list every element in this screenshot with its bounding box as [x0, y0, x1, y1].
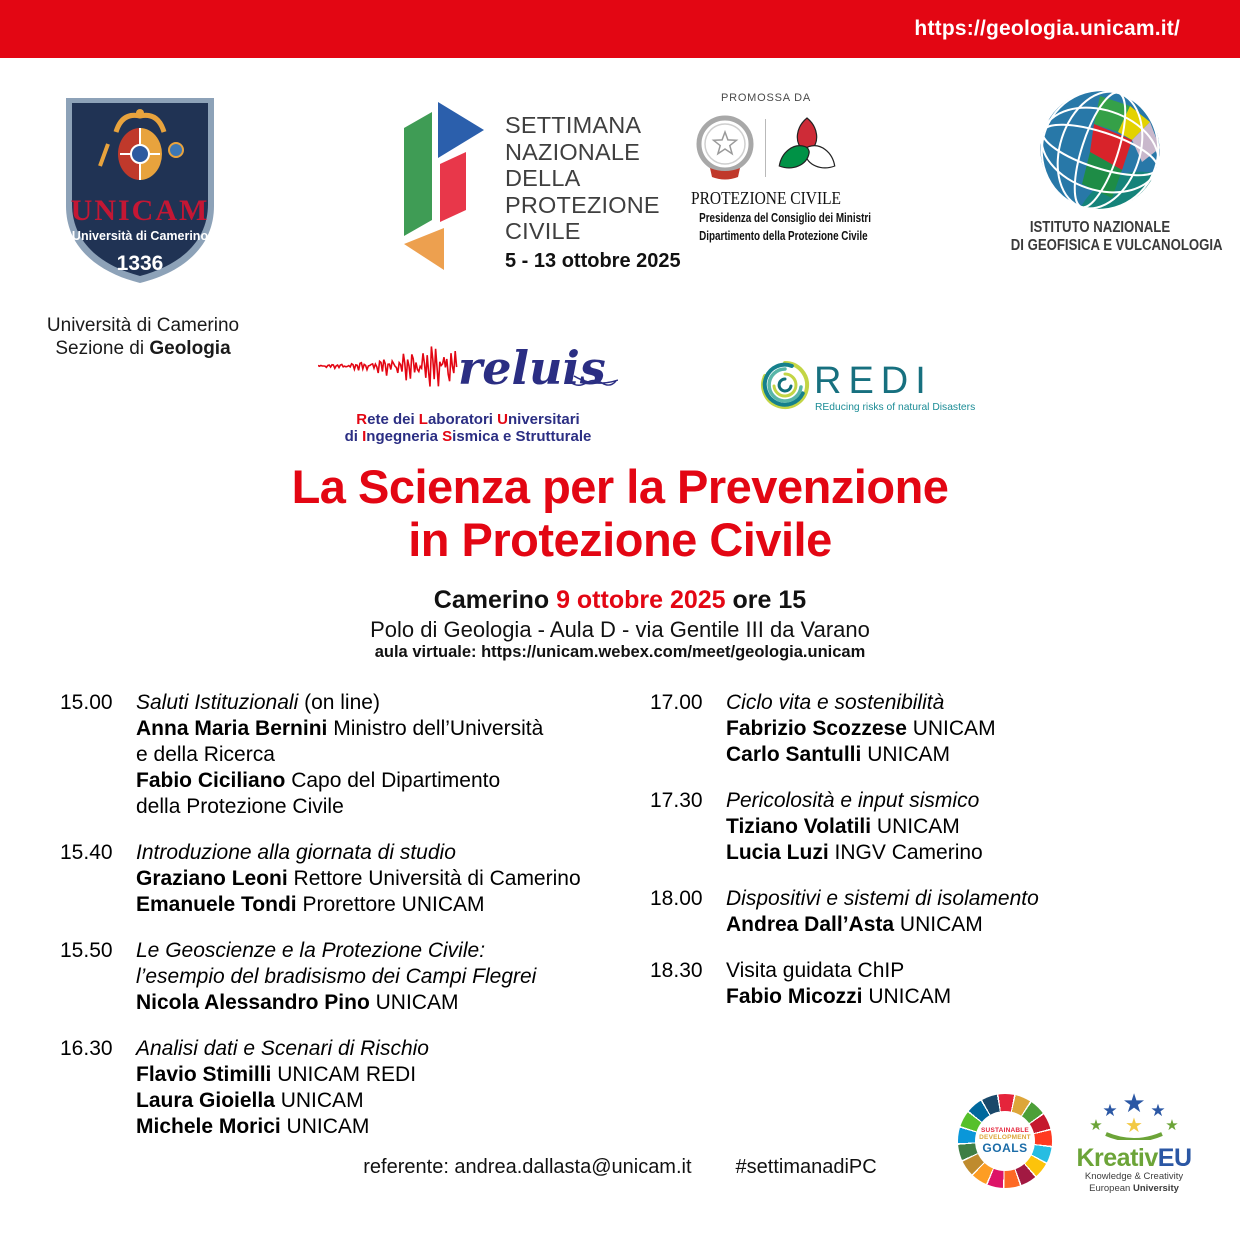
footer — [0, 1156, 1240, 1179]
text-segment: l’esempio del bradisismo dei Campi Flegrei — [136, 965, 537, 988]
event-dateline — [0, 586, 1240, 615]
text-segment: S — [442, 428, 453, 445]
text-segment: Laura Gioiella — [136, 1089, 275, 1112]
text-segment: e della Ricerca — [136, 743, 275, 766]
text-segment: Capo del Dipartimento — [285, 769, 501, 792]
text-segment: UNICAM — [274, 1089, 364, 1112]
program-time: 15.50 — [60, 939, 113, 962]
presidenza-line: Presidenza del Consiglio dei Ministri — [699, 210, 871, 225]
program-entry-body — [726, 788, 1210, 866]
program-line — [136, 892, 650, 918]
event-title — [0, 460, 1240, 566]
text-segment: (on line) — [298, 691, 380, 714]
program-line — [136, 866, 650, 892]
program-entry-body — [726, 958, 1210, 1010]
text-segment: UNICAM — [861, 743, 951, 766]
text-segment: ismica e Strutturale — [452, 428, 592, 445]
unicam-logo — [62, 94, 218, 286]
text-segment: R — [356, 411, 368, 428]
program-line — [726, 886, 1210, 912]
protezione-civile-title: PROTEZIONE CIVILE — [690, 188, 842, 208]
program-entry-body — [136, 938, 650, 1016]
program-line — [726, 690, 1210, 716]
program-entry-body — [726, 690, 1210, 768]
ingv-logo — [995, 88, 1223, 255]
sdg-center-text: SUSTAINABLE DEVELOPMENT GOALS — [975, 1111, 1035, 1171]
text-segment: Anna Maria Bernini — [136, 717, 328, 740]
settimana-nazionale-icon — [400, 98, 500, 273]
unicam-acronym: UNICAM — [70, 194, 210, 227]
text-segment: UNICAM REDI — [271, 1063, 417, 1086]
event-city: Camerino — [433, 586, 557, 614]
text-segment: Dispositivi e sistemi di isolamento — [726, 887, 1039, 910]
event-hour: ore 15 — [725, 586, 807, 614]
program-entry-body — [726, 886, 1210, 938]
divider — [765, 119, 766, 177]
text-segment: Fabrizio Scozzese — [726, 717, 907, 740]
text-segment: UNICAM — [894, 913, 983, 936]
reluis-subtitle-line2 — [318, 428, 618, 445]
event-date: 9 ottobre 2025 — [556, 586, 726, 614]
program-entry — [60, 938, 650, 1016]
protezione-civile-logo — [678, 92, 871, 244]
text-segment: L — [418, 411, 428, 428]
program-time: 16.30 — [60, 1037, 113, 1060]
program-line — [136, 938, 650, 964]
text-segment: Prorettore UNICAM — [296, 893, 485, 916]
text-segment: Saluti Istituzionali — [136, 691, 299, 714]
title-line2: in Protezione Civile — [408, 513, 832, 566]
text-segment: INGV Camerino — [828, 841, 983, 864]
svg-text:★: ★ — [1165, 1116, 1179, 1134]
dipartimento-line: Dipartimento della Protezione Civile — [699, 227, 868, 243]
text-segment: Nicola Alessandro Pino — [136, 991, 370, 1014]
ingv-name-line1: ISTITUTO NAZIONALE — [1029, 219, 1171, 236]
program-entry-body — [136, 690, 650, 820]
redi-wordmark: REDI — [814, 360, 933, 402]
text-segment: UNICAM — [280, 1115, 370, 1138]
program-line — [726, 716, 1210, 742]
program-time: 17.00 — [650, 691, 703, 714]
text-segment: Ciclo vita e sostenibilità — [726, 691, 945, 714]
program-line — [726, 788, 1210, 814]
unicam-year: 1336 — [116, 252, 164, 275]
text-segment: Flavio Stimilli — [136, 1063, 272, 1086]
program-entry — [650, 690, 1210, 768]
program-line — [136, 716, 650, 742]
program-line — [136, 742, 650, 768]
program-time: 15.00 — [60, 691, 113, 714]
program-entry — [650, 958, 1210, 1010]
text-segment: Fabio Ciciliano — [136, 769, 286, 792]
program-line — [136, 768, 650, 794]
reluis-logo — [318, 336, 618, 445]
text-segment: UNICAM — [871, 815, 960, 838]
text-segment: Emanuele Tondi — [136, 893, 297, 916]
program-entry — [60, 1036, 650, 1140]
program-line — [136, 1062, 650, 1088]
program-schedule — [60, 690, 1210, 1160]
program-line — [136, 794, 650, 820]
kreativeu-wordmark: KreativEU — [1076, 1144, 1192, 1172]
kreativeu-stars-icon — [1072, 1086, 1196, 1140]
text-segment: Graziano Leoni — [136, 867, 288, 890]
program-line — [726, 814, 1210, 840]
program-line — [136, 1114, 650, 1140]
program-line — [136, 990, 650, 1016]
reluis-subtitle — [318, 411, 618, 445]
program-line — [726, 984, 1210, 1010]
program-line — [726, 742, 1210, 768]
top-bar — [0, 0, 1240, 58]
text-segment: Lucia Luzi — [726, 841, 829, 864]
text-segment: Tiziano Volatili — [726, 815, 872, 838]
ingv-globe-icon — [1038, 88, 1162, 212]
reluis-wordmark: reluis — [458, 341, 606, 395]
text-segment: ete dei — [367, 411, 419, 428]
text-segment: UNICAM — [906, 717, 996, 740]
program-entry — [650, 788, 1210, 866]
text-segment: Introduzione alla giornata di studio — [136, 841, 456, 864]
text-segment: Ministro dell’Università — [327, 717, 544, 740]
program-entry-body — [136, 1036, 650, 1140]
text-segment: Visita guidata ChIP — [726, 959, 905, 982]
sdg-logo — [958, 1094, 1052, 1188]
text-segment: aboratori — [427, 411, 498, 428]
svg-text:★: ★ — [1125, 1113, 1143, 1137]
event-virtual-room-link[interactable]: aula virtuale: https://unicam.webex.com/meet/geologia.unicam — [374, 643, 866, 661]
program-line — [726, 912, 1210, 938]
redi-swirl-icon — [760, 360, 810, 410]
text-segment: niversitari — [508, 411, 580, 428]
svg-text:★: ★ — [1122, 1089, 1146, 1119]
program-line — [726, 840, 1210, 866]
program-entry — [60, 690, 650, 820]
text-segment: Andrea Dall’Asta — [726, 913, 895, 936]
program-line — [136, 1088, 650, 1114]
program-line — [726, 958, 1210, 984]
text-segment: Carlo Santulli — [726, 743, 862, 766]
settimana-dates: 5 - 13 ottobre 2025 — [505, 250, 681, 272]
event-venue: Polo di Geologia - Aula D - via Gentile III da Varano — [370, 617, 870, 642]
contact-email[interactable]: referente: andrea.dallasta@unicam.it — [363, 1156, 692, 1178]
text-segment: Analisi dati e Scenari di Rischio — [136, 1037, 429, 1060]
svg-text:★: ★ — [1089, 1116, 1103, 1134]
program-line — [136, 840, 650, 866]
svg-text:★: ★ — [1150, 1101, 1166, 1121]
caption-line2: Sezione di Geologia — [55, 338, 231, 359]
program-time: 18.30 — [650, 959, 703, 982]
program-entry — [650, 886, 1210, 938]
program-time: 18.00 — [650, 887, 703, 910]
program-line — [136, 1036, 650, 1062]
promossa-da-label: PROMOSSA DA — [720, 92, 812, 104]
seismogram-trace-icon — [318, 347, 457, 387]
text-segment: Rettore Università di Camerino — [287, 867, 581, 890]
redi-tagline: REducing risks of natural Disasters — [815, 402, 976, 413]
program-line — [136, 690, 650, 716]
event-hashtag[interactable]: #settimanadiPC — [735, 1156, 877, 1178]
kreativeu-logo — [1072, 1086, 1196, 1194]
italian-republic-emblem-icon — [693, 114, 757, 182]
program-entry-body — [136, 840, 650, 918]
title-line1: La Scienza per la Prevenzione — [291, 460, 949, 513]
text-segment: Michele Morici — [136, 1115, 281, 1138]
caption-line1: Università di Camerino — [46, 315, 240, 336]
program-time: 17.30 — [650, 789, 703, 812]
ingv-name-line2: DI GEOFISICA E VULCANOLOGIA — [1010, 237, 1223, 254]
redi-logo — [760, 350, 976, 420]
program-line — [136, 964, 650, 990]
website-link[interactable]: https://geologia.unicam.it/ — [914, 17, 1180, 40]
program-time: 15.40 — [60, 841, 113, 864]
unicam-caption — [38, 314, 248, 360]
text-segment: Pericolosità e input sismico — [726, 789, 980, 812]
text-segment: Le Geoscienze e la Protezione Civile: — [136, 939, 486, 962]
text-segment: ngegneria — [366, 428, 443, 445]
text-segment: U — [497, 411, 508, 428]
text-segment: UNICAM — [862, 985, 952, 1008]
kreativeu-sub1: Knowledge & Creativity — [1084, 1171, 1184, 1182]
text-segment: di — [344, 428, 363, 445]
text-segment: UNICAM — [369, 991, 459, 1014]
text-segment: della Protezione Civile — [136, 795, 344, 818]
text-segment: Fabio Micozzi — [726, 985, 863, 1008]
text-segment: I — [362, 428, 367, 445]
settimana-nazionale-title: SETTIMANA NAZIONALE DELLA PROTEZIONE CIVILE — [505, 112, 660, 244]
protezione-civile-emblem-icon — [774, 114, 840, 182]
reluis-wordmark-icon — [318, 336, 618, 400]
reluis-subtitle-line1 — [318, 411, 618, 428]
unicam-university-name: Università di Camerino — [71, 229, 209, 243]
program-column-left — [60, 690, 650, 1160]
kreativeu-sub2: European University — [1089, 1182, 1179, 1194]
svg-text:★: ★ — [1102, 1101, 1118, 1121]
program-entry — [60, 840, 650, 918]
